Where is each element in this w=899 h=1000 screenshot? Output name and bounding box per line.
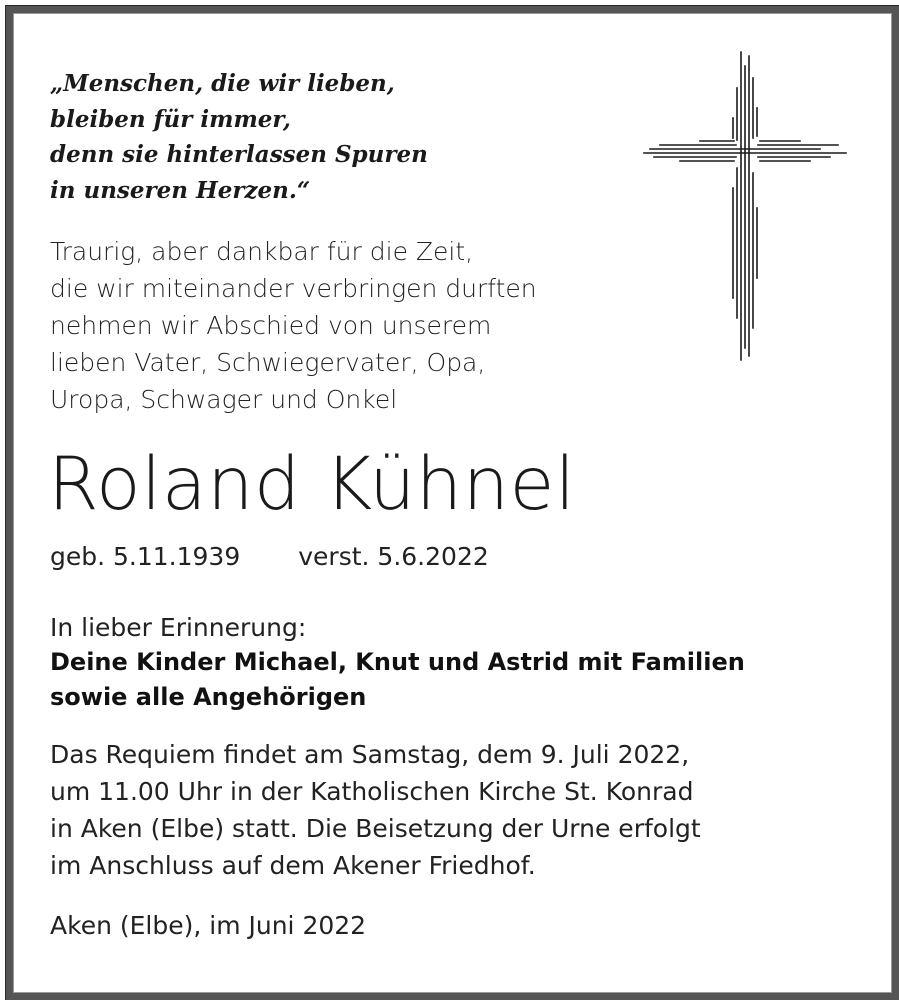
birth-date: geb. 5.11.1939 xyxy=(50,542,241,571)
requiem-line: Das Requiem findet am Samstag, dem 9. Juli 2022, xyxy=(50,740,690,769)
requiem-line: in Aken (Elbe) statt. Die Beisetzung der Urne erfolgt xyxy=(50,814,701,843)
intro-line: Traurig, aber dankbar für die Zeit, xyxy=(50,237,474,266)
cross-icon xyxy=(640,48,850,363)
intro-line: nehmen wir Abschied von unserem xyxy=(50,311,492,340)
intro-line: die wir miteinander verbringen durften xyxy=(50,274,537,303)
death-date: verst. 5.6.2022 xyxy=(298,542,489,571)
quote-line: in unseren Herzen.“ xyxy=(50,176,311,204)
intro-line: Uropa, Schwager und Onkel xyxy=(50,385,398,414)
mourners-line: sowie alle Angehörigen xyxy=(50,683,367,711)
quote-line: „Menschen, die wir lieben, xyxy=(50,70,395,97)
quote-line: denn sie hinterlassen Spuren xyxy=(50,141,428,168)
life-dates xyxy=(50,540,489,574)
memory-label: In lieber Erinnerung: xyxy=(50,613,307,642)
intro-text xyxy=(50,233,537,418)
intro-line: lieben Vater, Schwiegervater, Opa, xyxy=(50,348,486,377)
quote xyxy=(50,66,428,208)
requiem-line: um 11.00 Uhr in der Katholischen Kirche St. Konrad xyxy=(50,777,694,806)
requiem-line: im Anschluss auf dem Akener Friedhof. xyxy=(50,851,536,880)
mourners-line: Deine Kinder Michael, Knut und Astrid mit Familien xyxy=(50,648,745,676)
quote-line: bleiben für immer, xyxy=(50,105,291,133)
requiem-info xyxy=(50,736,701,884)
memory-section xyxy=(50,610,745,715)
place-date: Aken (Elbe), im Juni 2022 xyxy=(50,911,367,940)
deceased-name: Roland Kühnel xyxy=(48,442,576,527)
